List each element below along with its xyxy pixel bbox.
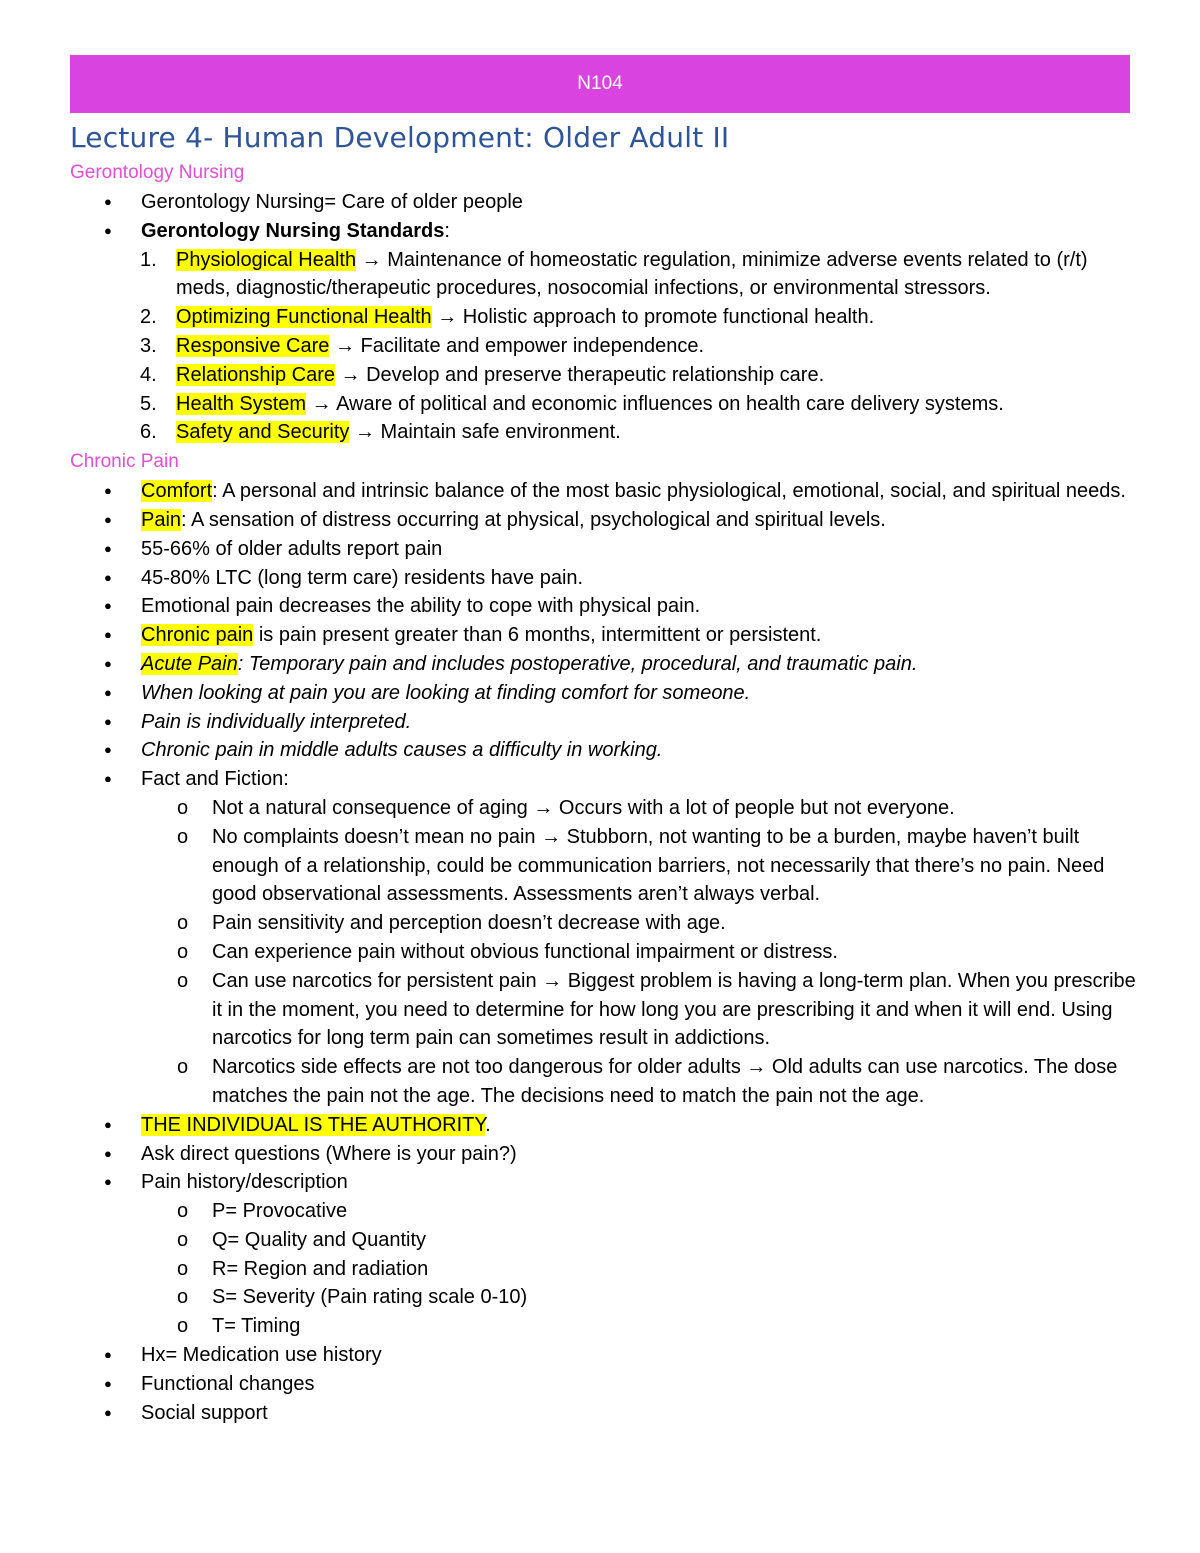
sub-list-item: o Can experience pain without obvious functional impairment or distress.: [70, 938, 1140, 967]
list-item: ● Hx= Medication use history: [70, 1341, 1140, 1370]
standard-item: 2. Optimizing Functional Health → Holistic approach to promote functional health.: [140, 306, 875, 329]
highlighted-term: Pain: [141, 508, 182, 531]
sub-list-item: o Narcotics side effects are not too dangerous for older adults → Old adults can use narcotics. The dose matches the pain not the age. The decisions need to match the pain not the age.: [70, 1053, 1140, 1111]
list-item: ● Pain is individually interpreted.: [70, 708, 1140, 737]
list-item: ● Comfort: A personal and intrinsic balance of the most basic physiological, emotional, social, and spiritual needs.: [70, 477, 1140, 506]
list-item: ● THE INDIVIDUAL IS THE AUTHORITY.: [70, 1111, 1140, 1140]
standard-item: 6. Safety and Security → Maintain safe environment.: [140, 421, 621, 444]
sub-list-item: o S= Severity (Pain rating scale 0-10): [70, 1283, 1140, 1312]
sub-list-item: o Can use narcotics for persistent pain → Biggest problem is having a long-term plan. When you prescribe it in the moment, you need to determine for how long you are prescribing it and when it will end. Using narcotics for long term pain can sometimes result in addictions.: [70, 967, 1140, 1053]
sub-list-item: o Q= Quality and Quantity: [70, 1226, 1140, 1255]
list-item: ● Social support: [70, 1399, 1140, 1428]
sub-list-item: o Not a natural consequence of aging → Occurs with a lot of people but not everyone.: [70, 794, 1140, 823]
sub-list-item: o No complaints doesn’t mean no pain → Stubborn, not wanting to be a burden, maybe haven’t built enough of a relationship, could be communication barriers, not necessarily that there’s no pain. Need good observational assessments. Assessments aren’t always verbal.: [70, 823, 1140, 909]
highlighted-term: Optimizing Functional Health: [176, 306, 432, 329]
highlighted-term: THE INDIVIDUAL IS THE AUTHORITY: [141, 1113, 486, 1136]
list-item: ● Chronic pain in middle adults causes a difficulty in working.: [70, 736, 1140, 765]
highlighted-term: Acute Pain: [141, 652, 238, 675]
standard-item: 1. Physiological Health → Maintenance of homeostatic regulation, minimize adverse events related to (r/t) meds, diagnostic/therapeutic procedures, nosocomial infections, or environmental stressors.: [140, 248, 1088, 300]
list-item: ● Chronic pain is pain present greater than 6 months, intermittent or persistent.: [70, 621, 1140, 650]
list-item: ● Pain: A sensation of distress occurring at physical, psychological and spiritual levels.: [70, 506, 1140, 535]
list-item: ● Gerontology Nursing= Care of older people: [70, 188, 1140, 217]
standard-item: 4. Relationship Care → Develop and preserve therapeutic relationship care.: [140, 363, 825, 386]
list-item: ● 55-66% of older adults report pain: [70, 535, 1140, 564]
list-item: ● When looking at pain you are looking at finding comfort for someone.: [70, 679, 1140, 708]
highlighted-term: Physiological Health: [176, 248, 357, 271]
list-item: ● Acute Pain: Temporary pain and includes postoperative, procedural, and traumatic pain.: [70, 650, 1140, 679]
sub-list-item: o P= Provocative: [70, 1197, 1140, 1226]
list-item: ● Pain history/description: [70, 1168, 1140, 1197]
list-item: ● Fact and Fiction:: [70, 765, 1140, 794]
course-code: N104: [577, 73, 623, 94]
list-item: ● Functional changes: [70, 1370, 1140, 1399]
highlighted-term: Safety and Security: [176, 421, 350, 444]
highlighted-term: Responsive Care: [176, 334, 330, 357]
standards-label: Gerontology Nursing Standards: [141, 219, 445, 242]
lecture-title: Lecture 4- Human Development: Older Adult II: [70, 121, 730, 154]
list-item: ● Gerontology Nursing Standards:: [70, 217, 1140, 246]
standard-item: 5. Health System → Aware of political and economic influences on health care delivery systems.: [140, 392, 1004, 415]
standard-item: 3. Responsive Care → Facilitate and empower independence.: [140, 334, 705, 357]
sub-list-item: o T= Timing: [70, 1312, 1140, 1341]
section-heading-chronic-pain: Chronic Pain: [70, 451, 179, 473]
highlighted-term: Comfort: [141, 480, 213, 503]
highlighted-term: Relationship Care: [176, 363, 335, 386]
highlighted-term: Chronic pain: [141, 624, 254, 647]
list-item: ● Emotional pain decreases the ability to cope with physical pain.: [70, 592, 1140, 621]
list-item: ● 45-80% LTC (long term care) residents have pain.: [70, 564, 1140, 593]
section-heading-gerontology: Gerontology Nursing: [70, 162, 245, 183]
highlighted-term: Health System: [176, 392, 307, 415]
course-header-bar: [70, 55, 1130, 113]
notes-body: [70, 158, 1140, 1427]
sub-list-item: o Pain sensitivity and perception doesn’t decrease with age.: [70, 909, 1140, 938]
list-item: ● Ask direct questions (Where is your pain?): [70, 1140, 1140, 1169]
sub-list-item: o R= Region and radiation: [70, 1255, 1140, 1284]
